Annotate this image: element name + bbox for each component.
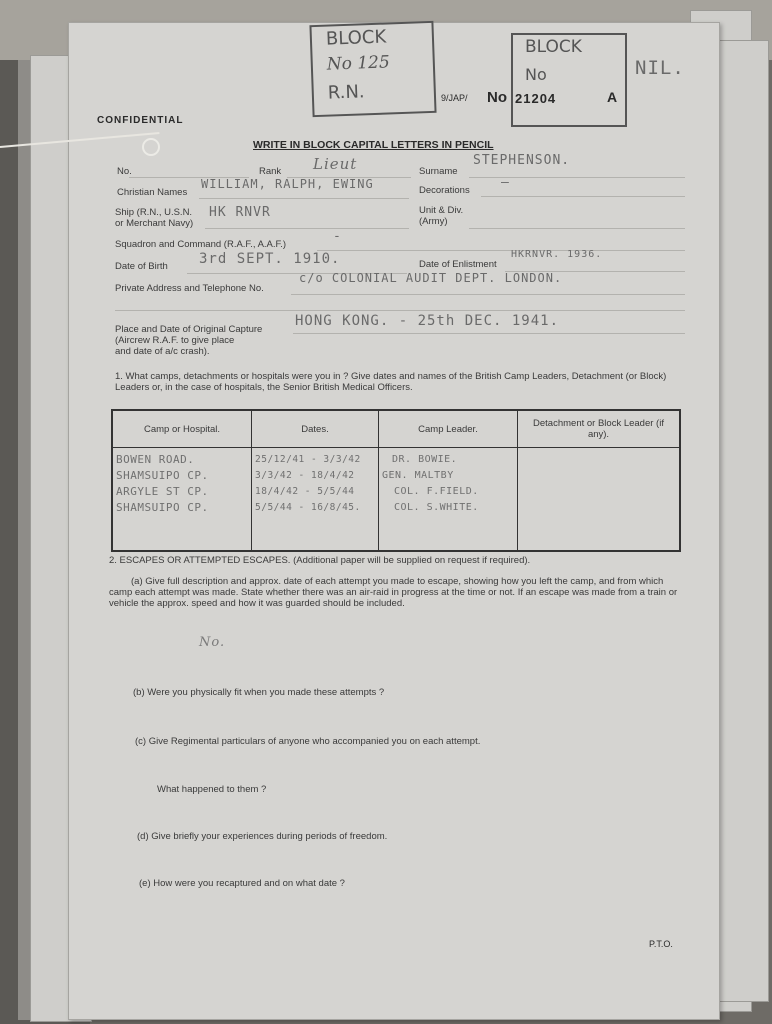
rank-value: Lieut [313,155,358,173]
leader-2: GEN. MALTBY [382,470,454,481]
ship-value: HK RNVR [209,205,271,220]
question-2c-followup: What happened to them ? [157,784,267,795]
col-leader-header: Camp Leader. [379,410,518,448]
dates-3: 18/4/42 - 5/5/44 [255,486,355,497]
christian-names-label: Christian Names [117,187,188,198]
reference-code: 9/JAP/ [441,93,468,103]
please-turn-over: P.T.O. [649,939,673,949]
question-2e: (e) How were you recaptured and on what date ? [139,878,345,889]
leader-cell [379,448,518,552]
camp-cell [112,448,252,552]
unit-label-2: (Army) [419,216,448,227]
enlistment-value: HKRNVR. 1936. [511,249,603,260]
leader-1: DR. BOWIE. [392,454,458,465]
question-2d: (d) Give briefly your experiences during periods of freedom. [137,831,388,842]
capture-value: HONG KONG. - 25th DEC. 1941. [295,313,560,329]
leader-4: COL. S.WHITE. [394,502,479,513]
detachment-cell [518,448,681,552]
block-stamp-right: BLOCK No [511,33,627,127]
confidential-label: CONFIDENTIAL [97,115,184,126]
enlistment-label: Date of Enlistment [419,259,497,270]
col-camp-header: Camp or Hospital. [112,410,252,448]
col-dates-header: Dates. [252,410,379,448]
capture-label-3: and date of a/c crash). [115,346,210,357]
surname-value: STEPHENSON. [473,153,571,168]
no-label: No. [117,166,132,177]
squadron-value: - [333,229,342,244]
document-number: 21204 [515,91,557,106]
table-header-row [112,410,680,448]
christian-names-value: WILLIAM, RALPH, EWING [201,177,374,191]
rank-label: Rank [259,166,282,177]
dates-4: 5/5/44 - 16/8/45. [255,502,361,513]
camp-3: ARGYLE ST CP. [116,485,209,498]
unit-label: Unit & Div. [419,205,464,216]
question-2b: (b) Were you physically fit when you made these attempts ? [133,687,385,698]
question-2-title: 2. ESCAPES OR ATTEMPTED ESCAPES. (Additional paper will be supplied on request if required). [109,555,531,566]
leader-3: COL. F.FIELD. [394,486,479,497]
question-2a: (a) Give full description and approx. date of each attempt you made to escape, showing how you left the camp, and from which camp each attempt was made. State whether there was an air-raid in progress at the time or not. If an escape was made from a train or vehicle the approx. speed and how it was guarded should be included. [109,576,678,609]
string-knot [142,138,160,156]
camps-table [111,409,681,552]
ship-label: Ship (R.N., U.S.N. [115,207,193,218]
dates-1: 25/12/41 - 3/3/42 [255,454,361,465]
block-stamp-left: BLOCK No 125 R.N. [309,21,436,117]
dates-2: 3/3/42 - 18/4/42 [255,470,355,481]
address-value: c/o COLONIAL AUDIT DEPT. LONDON. [299,271,563,285]
question-1: 1. What camps, detachments or hospitals were you in ? Give dates and names of the British Camp Leaders, Detachment (or Block) Leaders or, in the case of hospitals, the Senior British Medical Officers. [115,371,667,393]
date-of-birth-value: 3rd SEPT. 1910. [199,251,341,267]
capture-label: Place and Date of Original Capture [115,324,263,335]
address-label: Private Address and Telephone No. [115,283,264,294]
surname-label: Surname [419,166,458,177]
question-2c: (c) Give Regimental particulars of anyone who accompanied you on each attempt. [135,736,481,747]
capture-label-2: (Aircrew R.A.F. to give place [115,335,235,346]
number-prefix: No [487,89,507,106]
ship-label-2: or Merchant Navy) [115,218,194,229]
squadron-label: Squadron and Command (R.A.F., A.A.F.) [115,239,287,250]
date-of-birth-label: Date of Birth [115,261,168,272]
table-body-row [112,448,680,552]
decorations-value: — [501,175,510,190]
decorations-label: Decorations [419,185,470,196]
camp-2: SHAMSUIPO CP. [116,469,209,482]
col-detachment-header: Detachment or Block Leader (if any). [518,410,681,448]
question-2a-answer: No. [199,635,226,650]
dates-cell [252,448,379,552]
camp-4: SHAMSUIPO CP. [116,501,209,514]
instruction-heading: WRITE IN BLOCK CAPITAL LETTERS IN PENCIL [253,139,494,151]
camp-1: BOWEN ROAD. [116,453,195,466]
block-nil-handwritten: NIL. [635,57,685,79]
pow-questionnaire-sheet [68,22,720,1020]
document-suffix: A [607,89,618,105]
